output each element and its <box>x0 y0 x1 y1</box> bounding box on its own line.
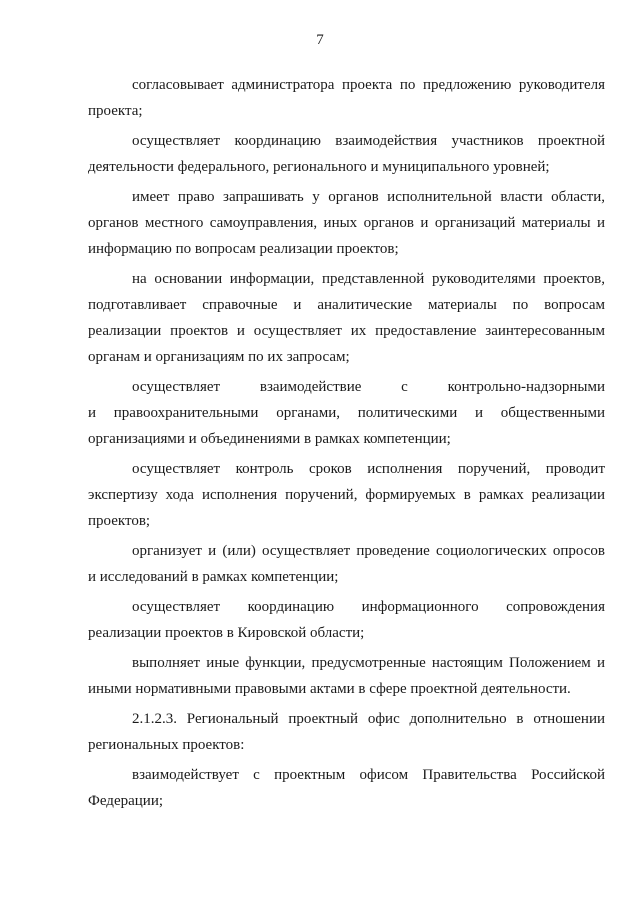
paragraph-line: 2.1.2.3. Региональный проектный офис дополнительно в отношении <box>132 711 605 727</box>
paragraph <box>88 184 605 262</box>
paragraph <box>88 128 605 180</box>
paragraph-line: проекта; <box>88 103 143 119</box>
paragraph-line: осуществляет контроль сроков исполнения поручений, проводит <box>132 461 605 477</box>
paragraph-line: осуществляет координацию взаимодействия участников проектной <box>132 133 605 149</box>
paragraph-line: реализации проектов и осуществляет их предоставление заинтересованным <box>88 323 605 339</box>
paragraph-line: на основании информации, представленной руководителями проектов, <box>132 271 605 287</box>
paragraph <box>88 650 605 702</box>
paragraph-line: и правоохранительными органами, политическими и общественными <box>88 405 605 421</box>
page-number: 7 <box>316 32 324 48</box>
paragraph <box>88 762 605 814</box>
paragraph <box>88 266 605 370</box>
paragraph-line: имеет право запрашивать у органов исполнительной власти области, <box>132 189 605 205</box>
paragraph <box>88 538 605 590</box>
paragraph <box>88 374 605 452</box>
paragraph-line: проектов; <box>88 513 151 529</box>
paragraph-line: согласовывает администратора проекта по предложению руководителя <box>132 77 605 93</box>
paragraph <box>88 72 605 124</box>
paragraph <box>88 594 605 646</box>
paragraph-line: организует и (или) осуществляет проведение социологических опросов <box>132 543 605 559</box>
paragraph-line: подготавливает справочные и аналитические материалы по вопросам <box>88 297 605 313</box>
document-body <box>88 72 605 818</box>
paragraph-line: реализации проектов в Кировской области; <box>88 625 365 641</box>
paragraph-line: взаимодействует с проектным офисом Правительства Российской <box>132 767 605 783</box>
paragraph-line: иными нормативными правовыми актами в сфере проектной деятельности. <box>88 681 571 697</box>
paragraph-line: деятельности федерального, регионального и муниципального уровней; <box>88 159 550 175</box>
paragraph <box>88 706 605 758</box>
paragraph-line: и исследований в рамках компетенции; <box>88 569 339 585</box>
paragraph-line: экспертизу хода исполнения поручений, формируемых в рамках реализации <box>88 487 605 503</box>
paragraph-line: осуществляет взаимодействие с контрольно-надзорными <box>132 379 605 395</box>
paragraph-line: выполняет иные функции, предусмотренные настоящим Положением и <box>132 655 605 671</box>
paragraph-line: Федерации; <box>88 793 164 809</box>
paragraph-line: органам и организациям по их запросам; <box>88 349 350 365</box>
paragraph-line: информацию по вопросам реализации проектов; <box>88 241 399 257</box>
paragraph-line: осуществляет координацию информационного сопровождения <box>132 599 605 615</box>
paragraph-line: региональных проектов: <box>88 737 245 753</box>
paragraph-line: организациями и объединениями в рамках компетенции; <box>88 431 451 447</box>
paragraph-line: органов местного самоуправления, иных органов и организаций материалы и <box>88 215 605 231</box>
paragraph <box>88 456 605 534</box>
